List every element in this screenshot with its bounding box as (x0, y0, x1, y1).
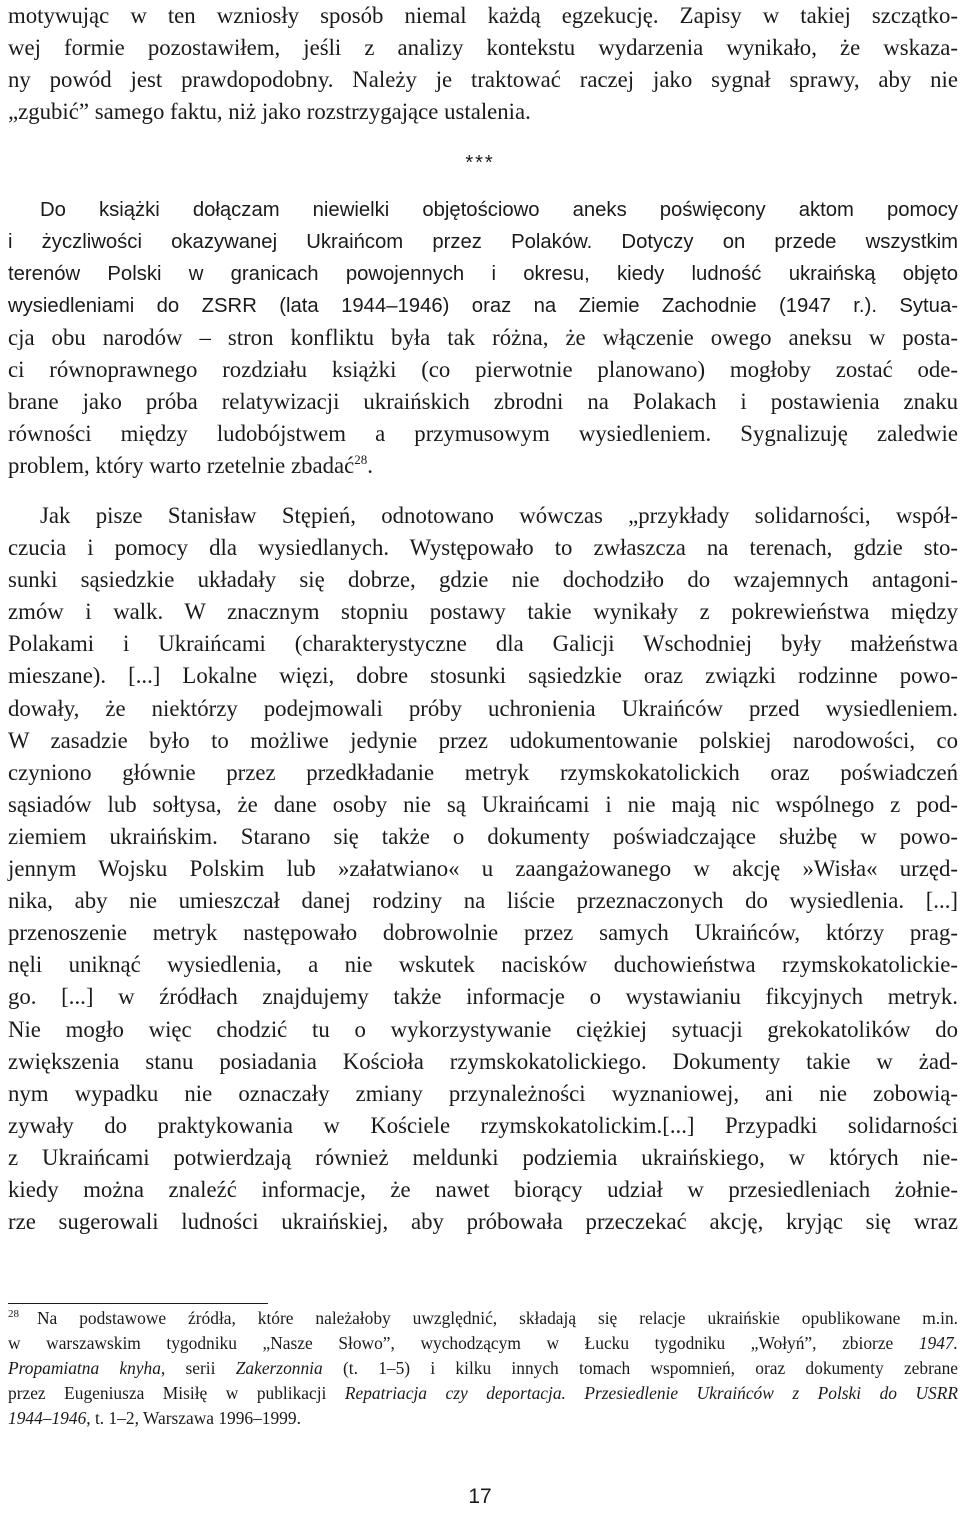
footnote-text: przez Eugeniusza Misiłę w publikacji (8, 1383, 345, 1404)
page-number: 17 (468, 1485, 492, 1508)
footnote-italic: 1944–1946 (8, 1408, 87, 1429)
footnote-italic: Repatriacja czy deportacja. Przesiedlenie Ukraińców z Polski do USRR (344, 1383, 958, 1404)
text-line: zmów i walk. W znacznym stopniu postawy takie wynikały z pokrewieństwa między (8, 599, 958, 625)
paragraph-end-punctuation: . (367, 453, 373, 479)
text-line: terenów Polski w granicach powojennych i okresu, kiedy ludność ukraińską objęto (8, 263, 958, 286)
text-line: nika, aby nie umieszczał danej rodziny na liście przeznaczonych do wysiedlenia. [...] (8, 888, 958, 914)
text-line: Jak pisze Stanisław Stępień, odnotowano wówczas „przykłady solidarności, współ- (40, 503, 958, 528)
text-line: z Ukraińcami potwierdzają również meldunki podziemia ukraińskiego, w których nie- (8, 1144, 958, 1170)
footnote-text: , t. 1–2, Warszawa 1996–1999. (86, 1408, 301, 1429)
footnote-italic: Zakerzonnia (235, 1358, 323, 1379)
section-separator: *** (465, 152, 495, 174)
text-line: Nie mogło więc chodzić tu o wykorzystywanie ciężkiej sytuacji grekokatolików do (8, 1016, 958, 1042)
text-line: wysiedleniami do ZSRR (lata 1944–1946) oraz na Ziemie Zachodnie (1947 r.). Sytua- (8, 295, 958, 318)
footnote-text: , serii (160, 1358, 236, 1379)
top-paragraph (8, 0, 958, 128)
text-line: ci równoprawnego rozdziału książki (co pierwotnie planowano) mogłoby zostać ode- (8, 357, 958, 383)
footnote-divider (8, 1303, 268, 1304)
text-line: przenoszenie metryk następowało dobrowolnie przez samych Ukraińców, którzy prag- (8, 920, 958, 946)
footnote-reference[interactable]: 28 (354, 451, 368, 467)
text-line: i życzliwości okazywanej Ukraińcom przez Polaków. Dotyczy on przede wszystkim (8, 231, 958, 254)
footnote-line (8, 1381, 958, 1406)
footnote-number: 28 (8, 1308, 19, 1321)
text-line: nym wypadku nie oznaczały zmiany przynależności wyznaniowej, ani nie zobowią- (8, 1080, 958, 1106)
text-line: sunki sąsiedzkie układały się dobrze, gdzie nie dochodziło do wzajemnych antagoni- (8, 567, 958, 593)
text-line: kiedy można znaleźć informacje, że nawet biorący udział w przesiedleniach żołnie- (8, 1176, 958, 1202)
annex-paragraph (8, 194, 958, 322)
text-line: czucia i pomocy dla wysiedlanych. Występowało to zwłaszcza na terenach, gdzie sto- (8, 535, 958, 561)
quote-paragraph (8, 500, 958, 1238)
text-line: czyniono głównie przez przedkładanie metryk rzymskokatolickich oraz poświadczeń (8, 759, 958, 785)
text-line: rze sugerowali ludności ukraińskiej, aby próbowała przeczekać akcję, kryjąc się wraz (8, 1209, 958, 1235)
footnote-text: w warszawskim tygodniku „Nasze Słowo”, wychodzącym w Łucku tygodniku „Wołyń”, zbiorze (8, 1333, 919, 1354)
main-paragraph (8, 322, 958, 482)
footnote-italic: 1947. (918, 1333, 958, 1354)
text-line: brane jako próba relatywizacji ukraińskich zbrodni na Polakach i postawienia znaku (8, 389, 958, 415)
footnote-text: Na podstawowe źródła, które należałoby uwzględnić, składają się relacje ukraińskie opublikowane m.in. (37, 1308, 958, 1328)
text-line: cja obu narodów – stron konfliktu była tak różna, że włączenie owego aneksu w posta- (8, 325, 958, 350)
footnote-line (8, 1306, 958, 1331)
text-line: równości między ludobójstwem a przymusowym wysiedleniem. Sygnalizuję zaledwie (8, 421, 958, 447)
footnote (8, 1306, 958, 1431)
text-line: motywując w ten wzniosły sposób niemal każdą egzekucję. Zapisy w takiej szczątko- (8, 3, 958, 28)
footnote-text: (t. 1–5) i kilku innych tomach wspomnień, oraz dokumenty zebrane (322, 1358, 959, 1379)
text-line: mieszane). [...] Lokalne więzi, dobre stosunki sąsiedzkie oraz związki rodzinne powo- (8, 663, 958, 689)
paragraph-end-text: problem, który warto rzetelnie zbadać (8, 453, 355, 479)
text-line: Polakami i Ukraińcami (charakterystyczne dla Galicji Wschodniej były małżeństwa (8, 631, 958, 657)
text-line: dowały, że niektórzy podejmowali próby uchronienia Ukraińców przed wysiedleniem. (8, 695, 958, 721)
text-line (8, 450, 958, 482)
footnote-italic: Propamiatna knyha (8, 1358, 161, 1379)
text-line: wej formie pozostawiłem, jeśli z analizy kontekstu wydarzenia wynikało, że wskaza- (8, 35, 958, 61)
text-line: Do książki dołączam niewielki objętościowo aneks poświęcony aktom pomocy (40, 199, 958, 221)
footnote-line (8, 1331, 958, 1356)
text-line: nęli uniknąć wysiedlenia, a nie wskutek nacisków duchowieństwa rzymskokatolickie- (8, 952, 958, 978)
text-line: ny powód jest prawdopodobny. Należy je traktować raczej jako sygnał sprawy, aby nie (8, 67, 958, 93)
text-line: zwiększenia stanu posiadania Kościoła rzymskokatolickiego. Dokumenty takie w żad- (8, 1048, 958, 1074)
text-line: W zasadzie było to możliwe jedynie przez udokumentowanie polskiej narodowości, co (8, 727, 958, 753)
footnote-line (8, 1356, 958, 1381)
text-line: sąsiadów lub sołtysa, że dane osoby nie są Ukraińcami i nie mają nic wspólnego z pod- (8, 791, 958, 817)
text-line: zywały do praktykowania w Kościele rzymskokatolickim.[...] Przypadki solidarności (8, 1112, 958, 1138)
text-line: jennym Wojsku Polskim lub »załatwiano« u zaangażowanego w akcję »Wisła« urzęd- (8, 856, 958, 882)
text-line: go. [...] w źródłach znajdujemy także informacje o wystawianiu fikcyjnych metryk. (8, 984, 958, 1010)
text-line: „zgubić” samego faktu, niż jako rozstrzygające ustalenia. (8, 99, 531, 125)
text-line: ziemiem ukraińskim. Starano się także o dokumenty poświadczające służbę w powo- (8, 823, 958, 849)
footnote-line (8, 1406, 958, 1431)
